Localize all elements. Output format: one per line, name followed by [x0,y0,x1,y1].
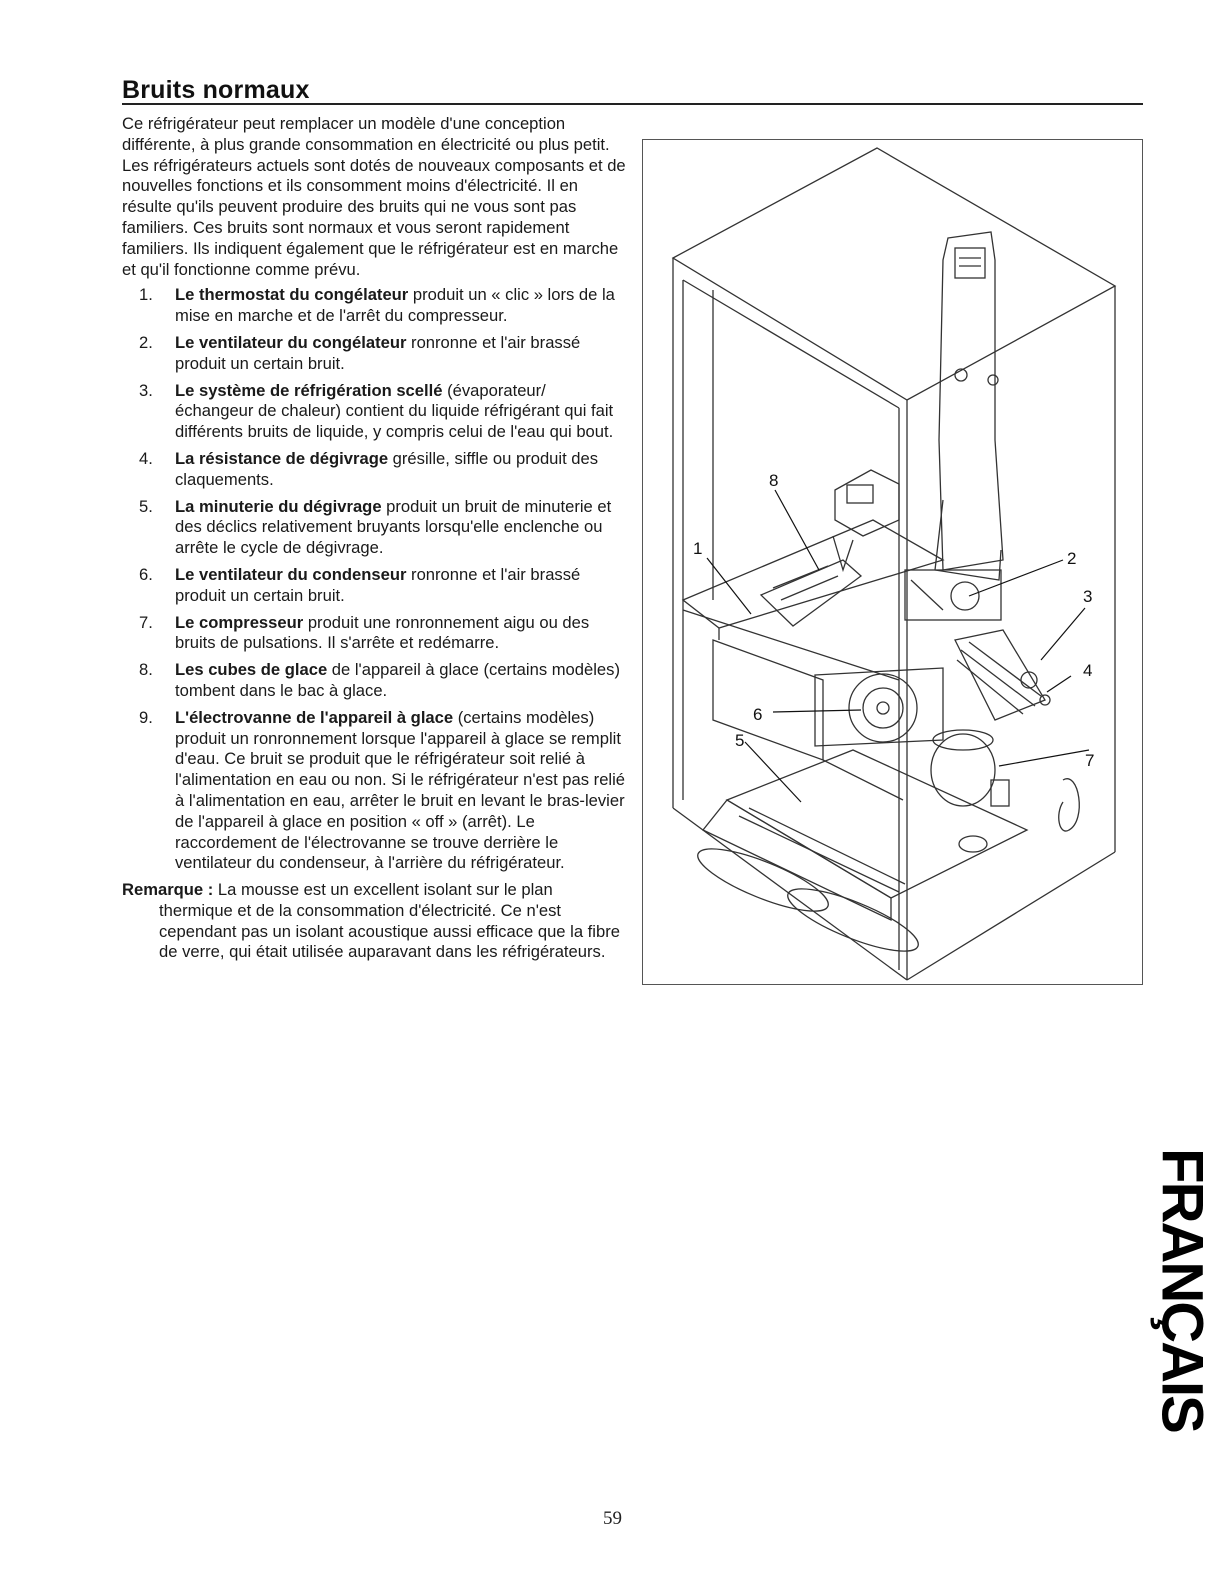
item-number: 6. [139,564,153,584]
callout-2: 2 [1067,549,1077,568]
item-text: produit un bruit de minuterie et des déclics relativement bruyants lorsqu'elle enclenche ou arrête le cycle de dégivrage. [175,496,612,558]
note-text: La mousse est un excellent isolant sur le plan thermique et de la consommation d'électricité. Ce n'est cependant pas un isolant acoustique aussi efficace que la fibre de verre, qui était utilisée auparavant dans les réfrigérateurs. [159,880,620,962]
noise-item-3 [122,381,627,443]
callout-leaders [707,490,1089,802]
noise-item-4 [122,449,627,491]
evaporator-coil [955,630,1050,720]
item-number: 7. [139,612,153,632]
item-text: (évaporateur/ échangeur de chaleur) contient du liquide réfrigérant qui fait différents bruits de liquide, y compris celui de l'eau qui bout. [175,380,614,442]
noise-item-8 [122,660,627,702]
note-paragraph [122,880,627,963]
evaporator-duct [935,232,1003,580]
noise-item-2 [122,333,627,375]
callout-5: 5 [735,731,745,750]
language-tab [1149,1148,1215,1432]
item-text: produit une ronronnement aigu ou des bruits de pulsations. Il s'arrête et redémarre. [175,612,590,653]
item-number: 3. [139,380,153,400]
machine-compartment [713,640,1079,831]
item-number: 2. [139,332,153,352]
callout-6: 6 [753,705,763,724]
intro-paragraph: Ce réfrigérateur peut remplacer un modèle d'une conception différente, à plus grande consommation en électricité ou plus petit. Les réfrigérateurs actuels sont dotés de nouveaux composants et de nouvelles fonctions et ils consomment moins d'électricité. Il en résulte qu'ils peuvent produire des bruits qui ne vous sont pas familiers. Ces bruits sont normaux et vous seront rapidement familiers. Ils indiquent également que le réfrigérateur est en marche et qu'il fonctionne comme prévu. [122,114,626,279]
item-text: produit un « clic » lors de la mise en marche et de l'arrêt du compresseur. [175,285,615,326]
note-label: Remarque : [122,880,214,900]
callout-8: 8 [769,471,779,490]
item-lead: La minuterie du dégivrage [175,496,382,516]
language-label: FRANÇAIS [1149,1148,1215,1432]
item-lead: L'électrovanne de l'appareil à glace [175,707,454,727]
noise-list [122,285,627,874]
item-lead: La résistance de dégivrage [175,448,389,468]
item-number: 9. [139,707,153,727]
cabinet-outline [673,148,1115,980]
noise-item-1 [122,285,627,327]
callout-3: 3 [1083,587,1093,606]
item-text: ronronne et l'air brassé produit un certain bruit. [175,564,581,605]
item-lead: Le compresseur [175,612,304,632]
item-text: (certains modèles) produit un ronronnement lorsque l'appareil à glace se remplit d'eau. Ce bruit se produit que le réfrigérateur soit relié à l'alimentation en eau ou non. Si le réfrigérateur n'est pas relié à l'alimentation en eau, arrêter le bruit en levant le bras-levier de l'appareil à glace en position « off » (arrêt). Le raccordement de l'électrovanne se trouve derrière le ventilateur du condenseur, à l'arrière du réfrigérateur. [175,707,626,873]
item-number: 1. [139,285,153,305]
item-number: 8. [139,660,153,680]
callout-7: 7 [1085,751,1095,770]
item-text: grésille, siffle ou produit des claquements. [175,448,599,489]
divider-shelf [683,520,943,680]
callout-4: 4 [1083,661,1093,680]
item-lead: Les cubes de glace [175,660,328,680]
item-number: 4. [139,448,153,468]
noise-item-5 [122,497,627,559]
noise-item-7 [122,613,627,655]
noise-item-9 [122,708,627,874]
item-lead: Le thermostat du congélateur [175,285,409,305]
noise-item-6 [122,565,627,607]
item-lead: Le ventilateur du congélateur [175,332,407,352]
body-text [122,114,627,963]
page-title: Bruits normaux [122,76,310,104]
refrigerator-diagram [642,139,1143,985]
item-lead: Le ventilateur du condenseur [175,564,407,584]
condenser-pan [691,750,1027,963]
ice-maker [761,470,899,626]
title-rule [122,103,1143,105]
item-text: ronronne et l'air brassé produit un certain bruit. [175,332,581,373]
page-number: 59 [603,1508,622,1529]
item-text: de l'appareil à glace (certains modèles) tombent dans le bac à glace. [175,660,620,700]
callout-1: 1 [693,539,703,558]
item-lead: Le système de réfrigération scellé [175,380,443,400]
item-number: 5. [139,496,153,516]
